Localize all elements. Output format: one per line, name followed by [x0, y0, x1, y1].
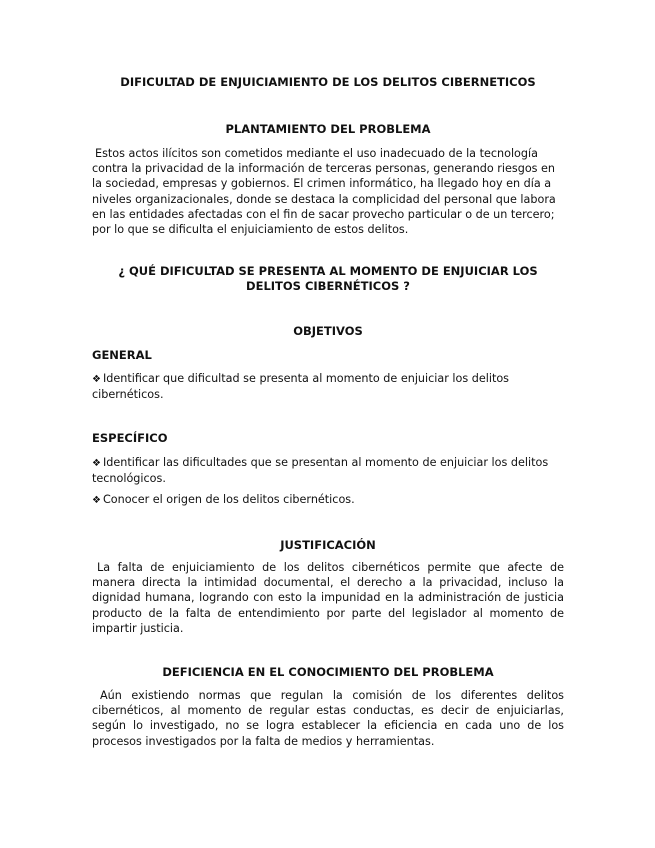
research-question: ¿ QUÉ DIFICULTAD SE PRESENTA AL MOMENTO DE ENJUICIAR LOS DELITOS CIBERNÉTICOS ?	[118, 264, 538, 293]
main-title: DIFICULTAD DE ENJUICIAMIENTO DE LOS DELITOS CIBERNETICOS	[120, 75, 536, 89]
deficiencia-body: Aún existiendo normas que regulan la comisión de los diferentes delitos cibernéticos, al momento de regular estas conductas, es decir de enjuiciarlas, según lo investigado, no se logra establecer la eficiencia en cada uno de los procesos investigados por la falta de medios y herramientas.	[92, 689, 564, 748]
diamond-bullet-icon: ❖	[92, 495, 101, 506]
justificacion-body: La falta de enjuiciamiento de los delitos cibernéticos permite que afecte de manera directa la intimidad documental, el derecho a la privacidad, incluso la dignidad humana, logrando con esto la impunidad en la administración de justicia producto de la falta de entendimiento por parte del legislador al momento de impartir justicia.	[92, 561, 564, 635]
especifico-label: ESPECÍFICO	[92, 431, 168, 445]
specific-objective-item: ❖ Conocer el origen de los delitos cibernéticos.	[92, 493, 355, 506]
specific-objective-item: ❖ Identificar las dificultades que se presentan al momento de enjuiciar los delitos tecnológicos.	[92, 456, 549, 486]
general-label: GENERAL	[92, 348, 152, 362]
section-heading-deficiencia: DEFICIENCIA EN EL CONOCIMIENTO DEL PROBLEMA	[162, 665, 494, 679]
general-objective-item: ❖ Identificar que dificultad se presenta al momento de enjuiciar los delitos cibernéticos.	[92, 372, 510, 402]
section-heading-objetivos: OBJETIVOS	[293, 324, 363, 338]
diamond-bullet-icon: ❖	[92, 458, 101, 469]
planteamiento-body: Estos actos ilícitos son cometidos mediante el uso inadecuado de la tecnología contra la privacidad de la información de terceras personas, generando riesgos en la sociedad, empresas y gobiernos. El crimen informático, ha llegado hoy en día a niveles organizacionales, donde se destaca la complicidad del personal que labora en las entidades afectadas con el fin de sacar provecho particular o de un tercero; por lo que se dificulta el enjuiciamiento de estos delitos.	[92, 147, 556, 237]
section-heading-justificacion: JUSTIFICACIÓN	[280, 538, 376, 552]
section-heading-planteamiento: PLANTAMIENTO DEL PROBLEMA	[225, 122, 431, 136]
diamond-bullet-icon: ❖	[92, 374, 101, 385]
